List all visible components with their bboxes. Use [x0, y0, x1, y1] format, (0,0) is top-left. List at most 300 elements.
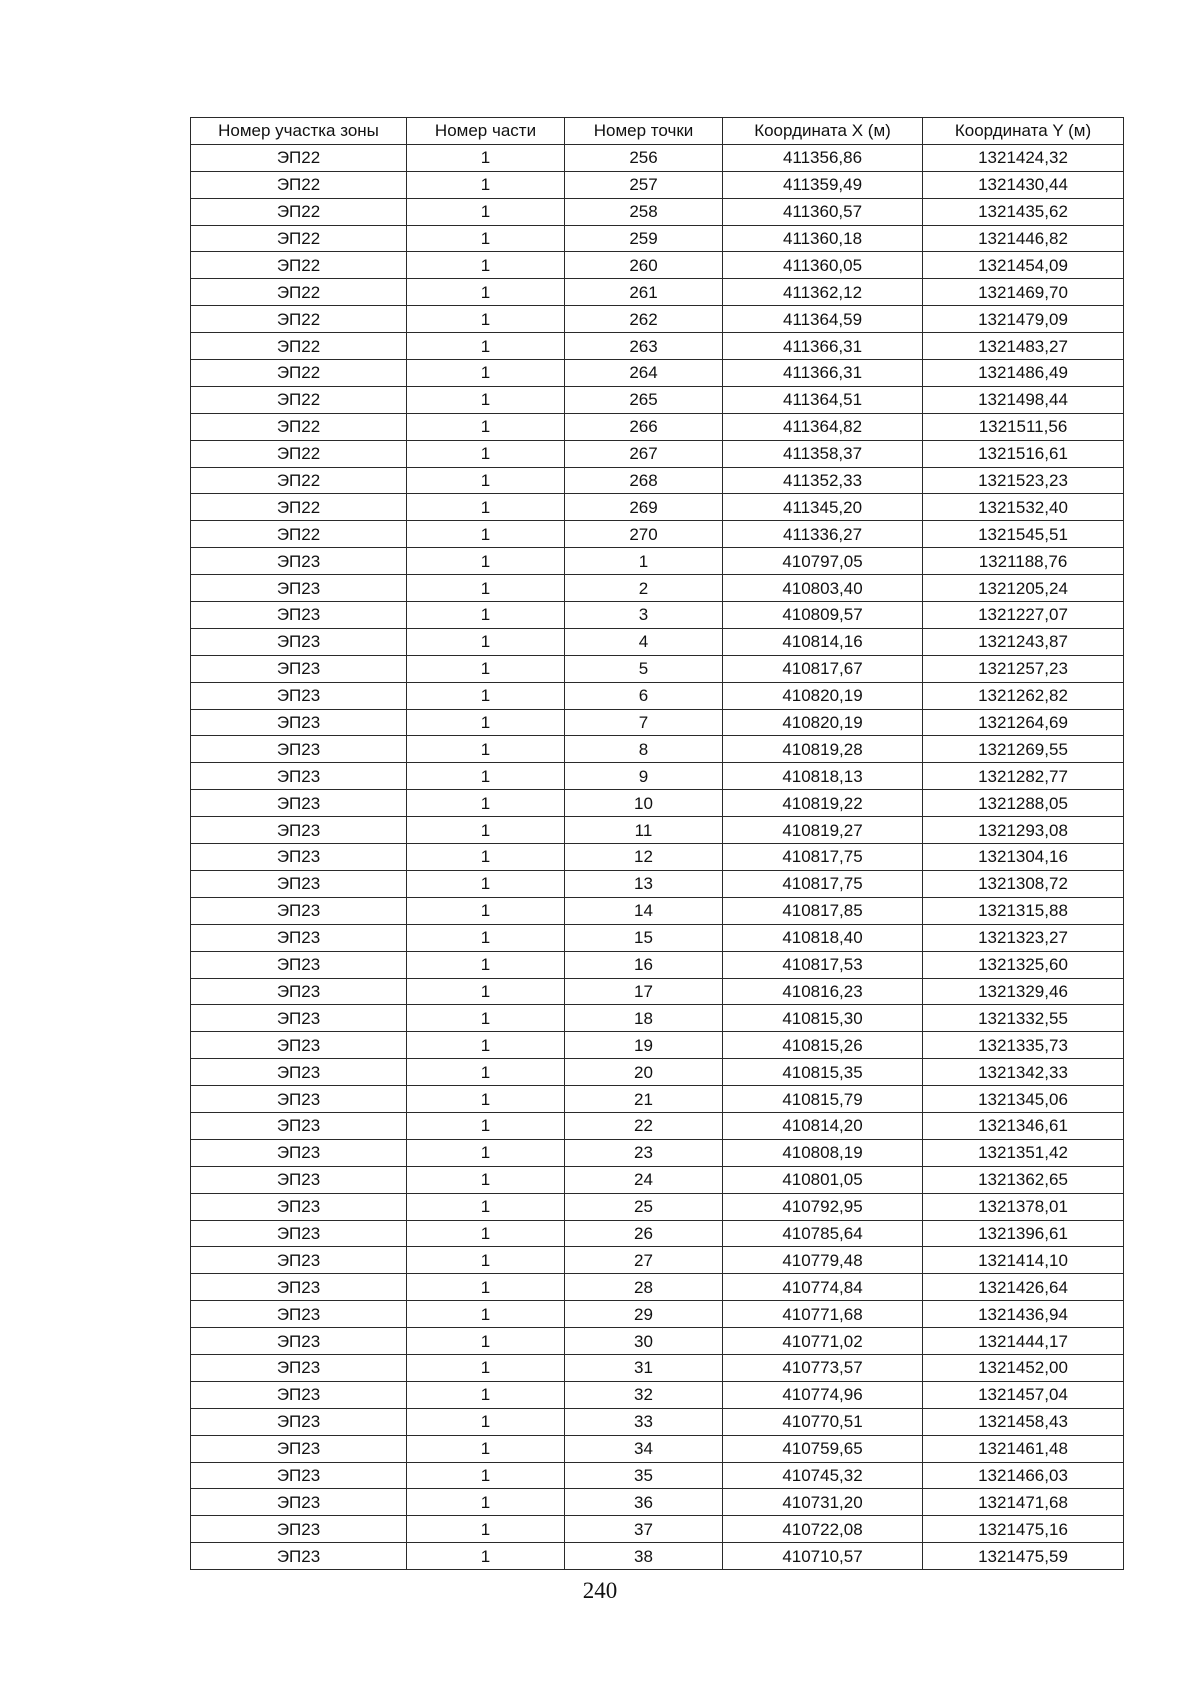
cell-coord-y: 1321461,48: [923, 1435, 1124, 1462]
cell-zone-plot: ЭП22: [191, 413, 407, 440]
cell-coord-y: 1321227,07: [923, 602, 1124, 629]
cell-coord-y: 1321332,55: [923, 1005, 1124, 1032]
cell-coord-x: 411360,18: [723, 225, 923, 252]
cell-coord-x: 411364,59: [723, 306, 923, 333]
cell-part: 1: [407, 413, 565, 440]
cell-coord-y: 1321471,68: [923, 1489, 1124, 1516]
cell-coord-y: 1321532,40: [923, 494, 1124, 521]
cell-part: 1: [407, 1112, 565, 1139]
cell-coord-x: 410773,57: [723, 1354, 923, 1381]
cell-point: 8: [565, 736, 723, 763]
cell-coord-x: 411364,51: [723, 386, 923, 413]
cell-zone-plot: ЭП22: [191, 386, 407, 413]
cell-coord-x: 410817,67: [723, 655, 923, 682]
cell-zone-plot: ЭП22: [191, 144, 407, 171]
cell-part: 1: [407, 1059, 565, 1086]
cell-coord-y: 1321545,51: [923, 521, 1124, 548]
cell-part: 1: [407, 1489, 565, 1516]
table-row: [191, 1166, 1124, 1193]
cell-coord-y: 1321430,44: [923, 171, 1124, 198]
cell-point: 270: [565, 521, 723, 548]
cell-part: 1: [407, 467, 565, 494]
cell-coord-x: 410814,20: [723, 1112, 923, 1139]
table-row: [191, 1005, 1124, 1032]
cell-part: 1: [407, 951, 565, 978]
cell-point: 15: [565, 924, 723, 951]
table-row: [191, 1408, 1124, 1435]
cell-zone-plot: ЭП23: [191, 817, 407, 844]
cell-coord-x: 410785,64: [723, 1220, 923, 1247]
cell-coord-y: 1321269,55: [923, 736, 1124, 763]
cell-coord-y: 1321304,16: [923, 844, 1124, 871]
cell-point: 4: [565, 628, 723, 655]
cell-coord-x: 410815,79: [723, 1086, 923, 1113]
cell-zone-plot: ЭП23: [191, 1462, 407, 1489]
table-row: [191, 870, 1124, 897]
cell-coord-y: 1321479,09: [923, 306, 1124, 333]
cell-coord-x: 410817,85: [723, 897, 923, 924]
cell-point: 7: [565, 709, 723, 736]
cell-coord-y: 1321335,73: [923, 1032, 1124, 1059]
cell-point: 10: [565, 790, 723, 817]
cell-zone-plot: ЭП23: [191, 1059, 407, 1086]
cell-coord-x: 410820,19: [723, 709, 923, 736]
cell-zone-plot: ЭП23: [191, 897, 407, 924]
cell-part: 1: [407, 1274, 565, 1301]
cell-coord-x: 410801,05: [723, 1166, 923, 1193]
cell-coord-x: 411362,12: [723, 279, 923, 306]
table-row: [191, 1462, 1124, 1489]
cell-point: 14: [565, 897, 723, 924]
cell-zone-plot: ЭП22: [191, 521, 407, 548]
cell-zone-plot: ЭП23: [191, 1489, 407, 1516]
cell-coord-x: 410809,57: [723, 602, 923, 629]
cell-point: 25: [565, 1193, 723, 1220]
cell-coord-y: 1321351,42: [923, 1139, 1124, 1166]
cell-zone-plot: ЭП23: [191, 1543, 407, 1570]
cell-coord-x: 410770,51: [723, 1408, 923, 1435]
cell-part: 1: [407, 628, 565, 655]
cell-coord-y: 1321188,76: [923, 548, 1124, 575]
cell-coord-y: 1321342,33: [923, 1059, 1124, 1086]
cell-coord-y: 1321243,87: [923, 628, 1124, 655]
cell-coord-y: 1321315,88: [923, 897, 1124, 924]
cell-coord-x: 411364,82: [723, 413, 923, 440]
cell-coord-y: 1321282,77: [923, 763, 1124, 790]
cell-coord-y: 1321523,23: [923, 467, 1124, 494]
cell-coord-x: 410774,84: [723, 1274, 923, 1301]
cell-point: 2: [565, 575, 723, 602]
table-row: [191, 1139, 1124, 1166]
cell-zone-plot: ЭП22: [191, 494, 407, 521]
table-body: [191, 144, 1124, 1569]
table-row: [191, 1032, 1124, 1059]
cell-part: 1: [407, 1220, 565, 1247]
cell-coord-y: 1321511,56: [923, 413, 1124, 440]
table-row: [191, 1435, 1124, 1462]
cell-part: 1: [407, 1408, 565, 1435]
header-part: Номер части: [407, 118, 565, 145]
cell-part: 1: [407, 279, 565, 306]
table-row: [191, 171, 1124, 198]
cell-zone-plot: ЭП22: [191, 252, 407, 279]
table-row: [191, 548, 1124, 575]
cell-coord-y: 1321345,06: [923, 1086, 1124, 1113]
cell-part: 1: [407, 440, 565, 467]
cell-zone-plot: ЭП22: [191, 333, 407, 360]
cell-part: 1: [407, 1139, 565, 1166]
cell-coord-y: 1321257,23: [923, 655, 1124, 682]
cell-coord-y: 1321475,59: [923, 1543, 1124, 1570]
cell-coord-x: 410722,08: [723, 1516, 923, 1543]
cell-zone-plot: ЭП23: [191, 548, 407, 575]
cell-coord-y: 1321435,62: [923, 198, 1124, 225]
cell-coord-y: 1321466,03: [923, 1462, 1124, 1489]
cell-zone-plot: ЭП23: [191, 1166, 407, 1193]
cell-point: 9: [565, 763, 723, 790]
cell-point: 268: [565, 467, 723, 494]
cell-point: 265: [565, 386, 723, 413]
table-row: [191, 817, 1124, 844]
cell-part: 1: [407, 736, 565, 763]
cell-zone-plot: ЭП23: [191, 1193, 407, 1220]
cell-part: 1: [407, 844, 565, 871]
cell-coord-y: 1321205,24: [923, 575, 1124, 602]
cell-coord-x: 410819,22: [723, 790, 923, 817]
cell-coord-y: 1321362,65: [923, 1166, 1124, 1193]
cell-coord-x: 410797,05: [723, 548, 923, 575]
cell-part: 1: [407, 225, 565, 252]
cell-coord-y: 1321414,10: [923, 1247, 1124, 1274]
cell-zone-plot: ЭП23: [191, 655, 407, 682]
cell-coord-x: 410771,02: [723, 1328, 923, 1355]
table-row: [191, 413, 1124, 440]
cell-point: 266: [565, 413, 723, 440]
cell-part: 1: [407, 548, 565, 575]
table-row: [191, 1220, 1124, 1247]
cell-part: 1: [407, 924, 565, 951]
cell-coord-x: 410745,32: [723, 1462, 923, 1489]
cell-part: 1: [407, 897, 565, 924]
cell-point: 256: [565, 144, 723, 171]
cell-part: 1: [407, 1328, 565, 1355]
cell-zone-plot: ЭП23: [191, 1435, 407, 1462]
cell-part: 1: [407, 1032, 565, 1059]
cell-point: 30: [565, 1328, 723, 1355]
cell-coord-y: 1321424,32: [923, 144, 1124, 171]
cell-zone-plot: ЭП23: [191, 844, 407, 871]
table-row: [191, 521, 1124, 548]
table-row: [191, 1543, 1124, 1570]
cell-coord-y: 1321426,64: [923, 1274, 1124, 1301]
table-row: [191, 440, 1124, 467]
cell-coord-x: 410815,26: [723, 1032, 923, 1059]
cell-part: 1: [407, 655, 565, 682]
table-row: [191, 1301, 1124, 1328]
cell-coord-y: 1321262,82: [923, 682, 1124, 709]
cell-zone-plot: ЭП23: [191, 1274, 407, 1301]
cell-point: 3: [565, 602, 723, 629]
cell-zone-plot: ЭП23: [191, 1139, 407, 1166]
cell-zone-plot: ЭП22: [191, 279, 407, 306]
cell-coord-y: 1321452,00: [923, 1354, 1124, 1381]
cell-part: 1: [407, 1166, 565, 1193]
table-row: [191, 198, 1124, 225]
cell-part: 1: [407, 790, 565, 817]
cell-zone-plot: ЭП23: [191, 736, 407, 763]
cell-point: 22: [565, 1112, 723, 1139]
cell-coord-y: 1321486,49: [923, 360, 1124, 387]
cell-coord-x: 410817,75: [723, 844, 923, 871]
cell-point: 264: [565, 360, 723, 387]
cell-part: 1: [407, 1462, 565, 1489]
cell-coord-x: 411358,37: [723, 440, 923, 467]
cell-point: 5: [565, 655, 723, 682]
cell-part: 1: [407, 817, 565, 844]
cell-zone-plot: ЭП23: [191, 1381, 407, 1408]
cell-point: 24: [565, 1166, 723, 1193]
cell-point: 260: [565, 252, 723, 279]
cell-zone-plot: ЭП23: [191, 870, 407, 897]
cell-part: 1: [407, 1516, 565, 1543]
cell-coord-y: 1321446,82: [923, 225, 1124, 252]
cell-point: 23: [565, 1139, 723, 1166]
cell-zone-plot: ЭП23: [191, 1328, 407, 1355]
cell-coord-y: 1321288,05: [923, 790, 1124, 817]
table-row: [191, 763, 1124, 790]
header-point: Номер точки: [565, 118, 723, 145]
cell-coord-y: 1321475,16: [923, 1516, 1124, 1543]
table-row: [191, 386, 1124, 413]
cell-coord-x: 410817,75: [723, 870, 923, 897]
table-row: [191, 1489, 1124, 1516]
table-row: [191, 628, 1124, 655]
cell-point: 17: [565, 978, 723, 1005]
cell-part: 1: [407, 252, 565, 279]
cell-coord-y: 1321458,43: [923, 1408, 1124, 1435]
table-row: [191, 1193, 1124, 1220]
cell-zone-plot: ЭП23: [191, 1354, 407, 1381]
cell-coord-x: 410710,57: [723, 1543, 923, 1570]
table-row: [191, 790, 1124, 817]
cell-coord-y: 1321323,27: [923, 924, 1124, 951]
cell-part: 1: [407, 360, 565, 387]
table-row: [191, 1516, 1124, 1543]
cell-coord-x: 410817,53: [723, 951, 923, 978]
cell-point: 269: [565, 494, 723, 521]
cell-coord-y: 1321498,44: [923, 386, 1124, 413]
table-row: [191, 978, 1124, 1005]
table-row: [191, 1086, 1124, 1113]
cell-point: 27: [565, 1247, 723, 1274]
cell-point: 12: [565, 844, 723, 871]
coordinates-table: [190, 117, 1124, 1570]
cell-point: 18: [565, 1005, 723, 1032]
cell-zone-plot: ЭП23: [191, 790, 407, 817]
cell-part: 1: [407, 144, 565, 171]
header-zone-plot: Номер участка зоны: [191, 118, 407, 145]
table-row: [191, 360, 1124, 387]
cell-zone-plot: ЭП23: [191, 602, 407, 629]
table-row: [191, 736, 1124, 763]
table-row: [191, 279, 1124, 306]
cell-coord-x: 411360,57: [723, 198, 923, 225]
cell-point: 259: [565, 225, 723, 252]
table-row: [191, 225, 1124, 252]
cell-coord-y: 1321325,60: [923, 951, 1124, 978]
table-row: [191, 306, 1124, 333]
cell-part: 1: [407, 575, 565, 602]
cell-part: 1: [407, 333, 565, 360]
cell-zone-plot: ЭП22: [191, 225, 407, 252]
table-row: [191, 1274, 1124, 1301]
cell-zone-plot: ЭП23: [191, 1032, 407, 1059]
cell-part: 1: [407, 386, 565, 413]
cell-zone-plot: ЭП23: [191, 1220, 407, 1247]
cell-point: 37: [565, 1516, 723, 1543]
cell-part: 1: [407, 1301, 565, 1328]
cell-point: 19: [565, 1032, 723, 1059]
cell-point: 28: [565, 1274, 723, 1301]
cell-zone-plot: ЭП23: [191, 763, 407, 790]
cell-zone-plot: ЭП22: [191, 467, 407, 494]
cell-point: 26: [565, 1220, 723, 1247]
cell-coord-y: 1321329,46: [923, 978, 1124, 1005]
cell-coord-y: 1321396,61: [923, 1220, 1124, 1247]
cell-part: 1: [407, 521, 565, 548]
cell-point: 257: [565, 171, 723, 198]
cell-part: 1: [407, 1005, 565, 1032]
cell-zone-plot: ЭП22: [191, 306, 407, 333]
cell-part: 1: [407, 1435, 565, 1462]
cell-point: 13: [565, 870, 723, 897]
cell-zone-plot: ЭП23: [191, 924, 407, 951]
cell-part: 1: [407, 602, 565, 629]
cell-point: 32: [565, 1381, 723, 1408]
cell-part: 1: [407, 1381, 565, 1408]
table-row: [191, 924, 1124, 951]
cell-part: 1: [407, 978, 565, 1005]
header-coord-x: Координата X (м): [723, 118, 923, 145]
cell-coord-x: 410771,68: [723, 1301, 923, 1328]
cell-point: 34: [565, 1435, 723, 1462]
cell-coord-x: 410820,19: [723, 682, 923, 709]
cell-point: 21: [565, 1086, 723, 1113]
cell-part: 1: [407, 1193, 565, 1220]
cell-zone-plot: ЭП23: [191, 709, 407, 736]
cell-point: 33: [565, 1408, 723, 1435]
cell-coord-x: 410814,16: [723, 628, 923, 655]
cell-coord-x: 410792,95: [723, 1193, 923, 1220]
table-header-row: [191, 118, 1124, 145]
table-row: [191, 682, 1124, 709]
cell-coord-x: 410803,40: [723, 575, 923, 602]
table-row: [191, 494, 1124, 521]
cell-part: 1: [407, 306, 565, 333]
cell-point: 262: [565, 306, 723, 333]
cell-zone-plot: ЭП23: [191, 1301, 407, 1328]
cell-zone-plot: ЭП23: [191, 951, 407, 978]
table-row: [191, 1059, 1124, 1086]
cell-zone-plot: ЭП23: [191, 1247, 407, 1274]
table-row: [191, 575, 1124, 602]
cell-coord-x: 410816,23: [723, 978, 923, 1005]
cell-zone-plot: ЭП23: [191, 628, 407, 655]
table-row: [191, 655, 1124, 682]
cell-coord-x: 410818,13: [723, 763, 923, 790]
cell-part: 1: [407, 1247, 565, 1274]
table-row: [191, 467, 1124, 494]
cell-coord-y: 1321457,04: [923, 1381, 1124, 1408]
cell-coord-x: 411336,27: [723, 521, 923, 548]
cell-zone-plot: ЭП23: [191, 1005, 407, 1032]
cell-zone-plot: ЭП23: [191, 1112, 407, 1139]
cell-coord-x: 410808,19: [723, 1139, 923, 1166]
cell-coord-y: 1321516,61: [923, 440, 1124, 467]
cell-zone-plot: ЭП22: [191, 360, 407, 387]
cell-coord-y: 1321436,94: [923, 1301, 1124, 1328]
cell-point: 1: [565, 548, 723, 575]
cell-part: 1: [407, 198, 565, 225]
table-row: [191, 144, 1124, 171]
cell-coord-y: 1321346,61: [923, 1112, 1124, 1139]
table-row: [191, 1112, 1124, 1139]
page-number: 240: [582, 1578, 618, 1603]
cell-coord-y: 1321378,01: [923, 1193, 1124, 1220]
cell-zone-plot: ЭП22: [191, 440, 407, 467]
cell-point: 11: [565, 817, 723, 844]
cell-coord-x: 410774,96: [723, 1381, 923, 1408]
cell-coord-x: 411352,33: [723, 467, 923, 494]
cell-point: 261: [565, 279, 723, 306]
cell-coord-y: 1321293,08: [923, 817, 1124, 844]
cell-point: 20: [565, 1059, 723, 1086]
cell-part: 1: [407, 1354, 565, 1381]
cell-part: 1: [407, 494, 565, 521]
table-row: [191, 252, 1124, 279]
cell-part: 1: [407, 763, 565, 790]
cell-point: 258: [565, 198, 723, 225]
cell-coord-x: 410731,20: [723, 1489, 923, 1516]
table-row: [191, 709, 1124, 736]
cell-zone-plot: ЭП22: [191, 198, 407, 225]
cell-coord-y: 1321444,17: [923, 1328, 1124, 1355]
cell-coord-y: 1321469,70: [923, 279, 1124, 306]
table-row: [191, 333, 1124, 360]
cell-zone-plot: ЭП22: [191, 171, 407, 198]
cell-coord-x: 410818,40: [723, 924, 923, 951]
cell-coord-x: 410815,30: [723, 1005, 923, 1032]
cell-coord-x: 410815,35: [723, 1059, 923, 1086]
cell-coord-x: 410819,28: [723, 736, 923, 763]
cell-coord-x: 410819,27: [723, 817, 923, 844]
cell-part: 1: [407, 1086, 565, 1113]
cell-point: 16: [565, 951, 723, 978]
cell-zone-plot: ЭП23: [191, 978, 407, 1005]
table-row: [191, 1381, 1124, 1408]
cell-coord-x: 410759,65: [723, 1435, 923, 1462]
cell-coord-x: 411345,20: [723, 494, 923, 521]
cell-coord-y: 1321264,69: [923, 709, 1124, 736]
cell-coord-y: 1321308,72: [923, 870, 1124, 897]
cell-coord-y: 1321483,27: [923, 333, 1124, 360]
table-row: [191, 1328, 1124, 1355]
table-row: [191, 897, 1124, 924]
cell-part: 1: [407, 682, 565, 709]
table-row: [191, 1247, 1124, 1274]
cell-zone-plot: ЭП23: [191, 1086, 407, 1113]
cell-point: 31: [565, 1354, 723, 1381]
